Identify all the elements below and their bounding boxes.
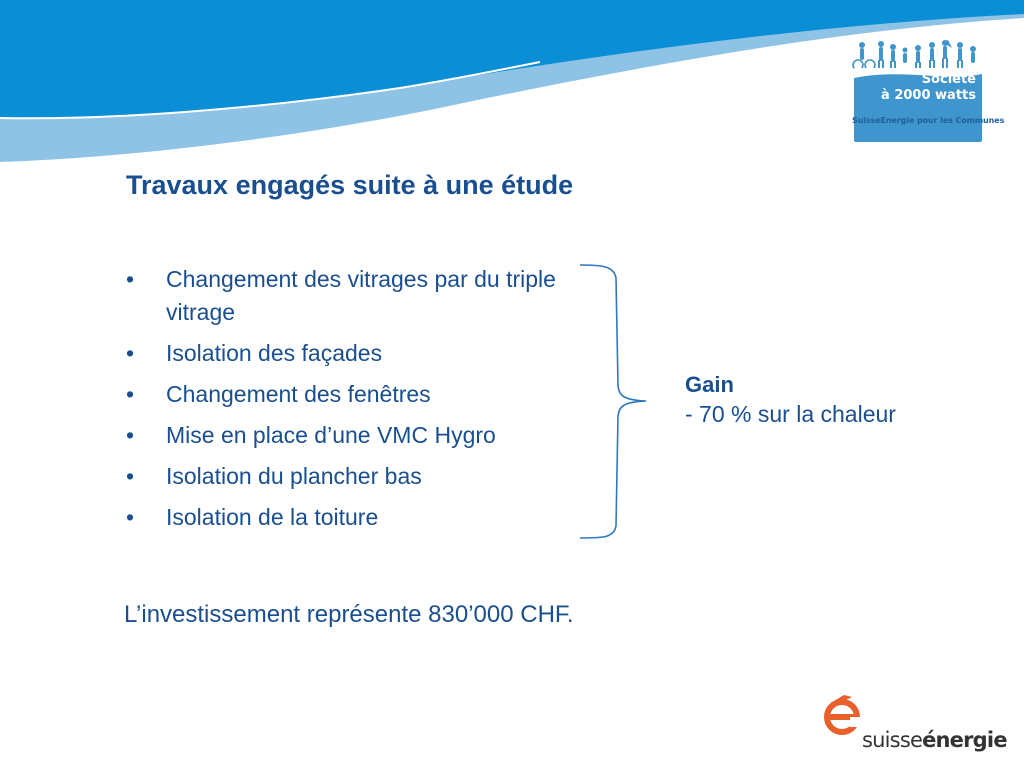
list-item-text: Changement des vitrages par du triple vitrage: [166, 266, 556, 325]
logo-line-2: à 2000 watts: [881, 88, 976, 103]
bullet-dot: •: [126, 266, 135, 292]
slide-title: Travaux engagés suite à une étude: [126, 170, 574, 200]
logo-word-bold: énergie: [922, 728, 1007, 752]
suisse-energie-logo: [822, 695, 1007, 755]
gain-label: Gain: [685, 372, 734, 397]
list-item: [126, 460, 596, 493]
gain-value: - 70 % sur la chaleur: [685, 401, 896, 427]
logo-line-1: Société: [921, 72, 976, 87]
right-curly-brace: [580, 262, 646, 542]
list-item: [126, 501, 596, 534]
energie-e-icon: [822, 695, 866, 739]
list-item: [126, 378, 596, 411]
list-item-text: Mise en place d’une VMC Hygro: [166, 422, 496, 448]
bullet-dot: •: [126, 463, 135, 489]
bullet-dot: •: [126, 422, 135, 448]
logo-subtitle: SuisseEnergie pour les Communes: [852, 116, 1005, 125]
works-list: [126, 263, 596, 542]
list-item-text: Isolation de la toiture: [166, 504, 379, 530]
bullet-dot: •: [126, 381, 135, 407]
list-item-text: Changement des fenêtres: [166, 381, 431, 407]
logo-word-regular: suisse: [862, 728, 923, 752]
list-item: [126, 419, 596, 452]
list-item-text: Isolation des façades: [166, 340, 383, 366]
bullet-dot: •: [126, 340, 135, 366]
investment-text: L’investissement représente 830’000 CHF.: [124, 601, 574, 628]
gain-block: [685, 371, 896, 429]
logo-wordmark: [862, 728, 1007, 752]
societe-2000-watts-logo: [848, 38, 1005, 128]
list-item-text: Isolation du plancher bas: [166, 463, 422, 489]
list-item: [126, 337, 596, 370]
list-item: [126, 263, 596, 329]
bullet-dot: •: [126, 504, 135, 530]
